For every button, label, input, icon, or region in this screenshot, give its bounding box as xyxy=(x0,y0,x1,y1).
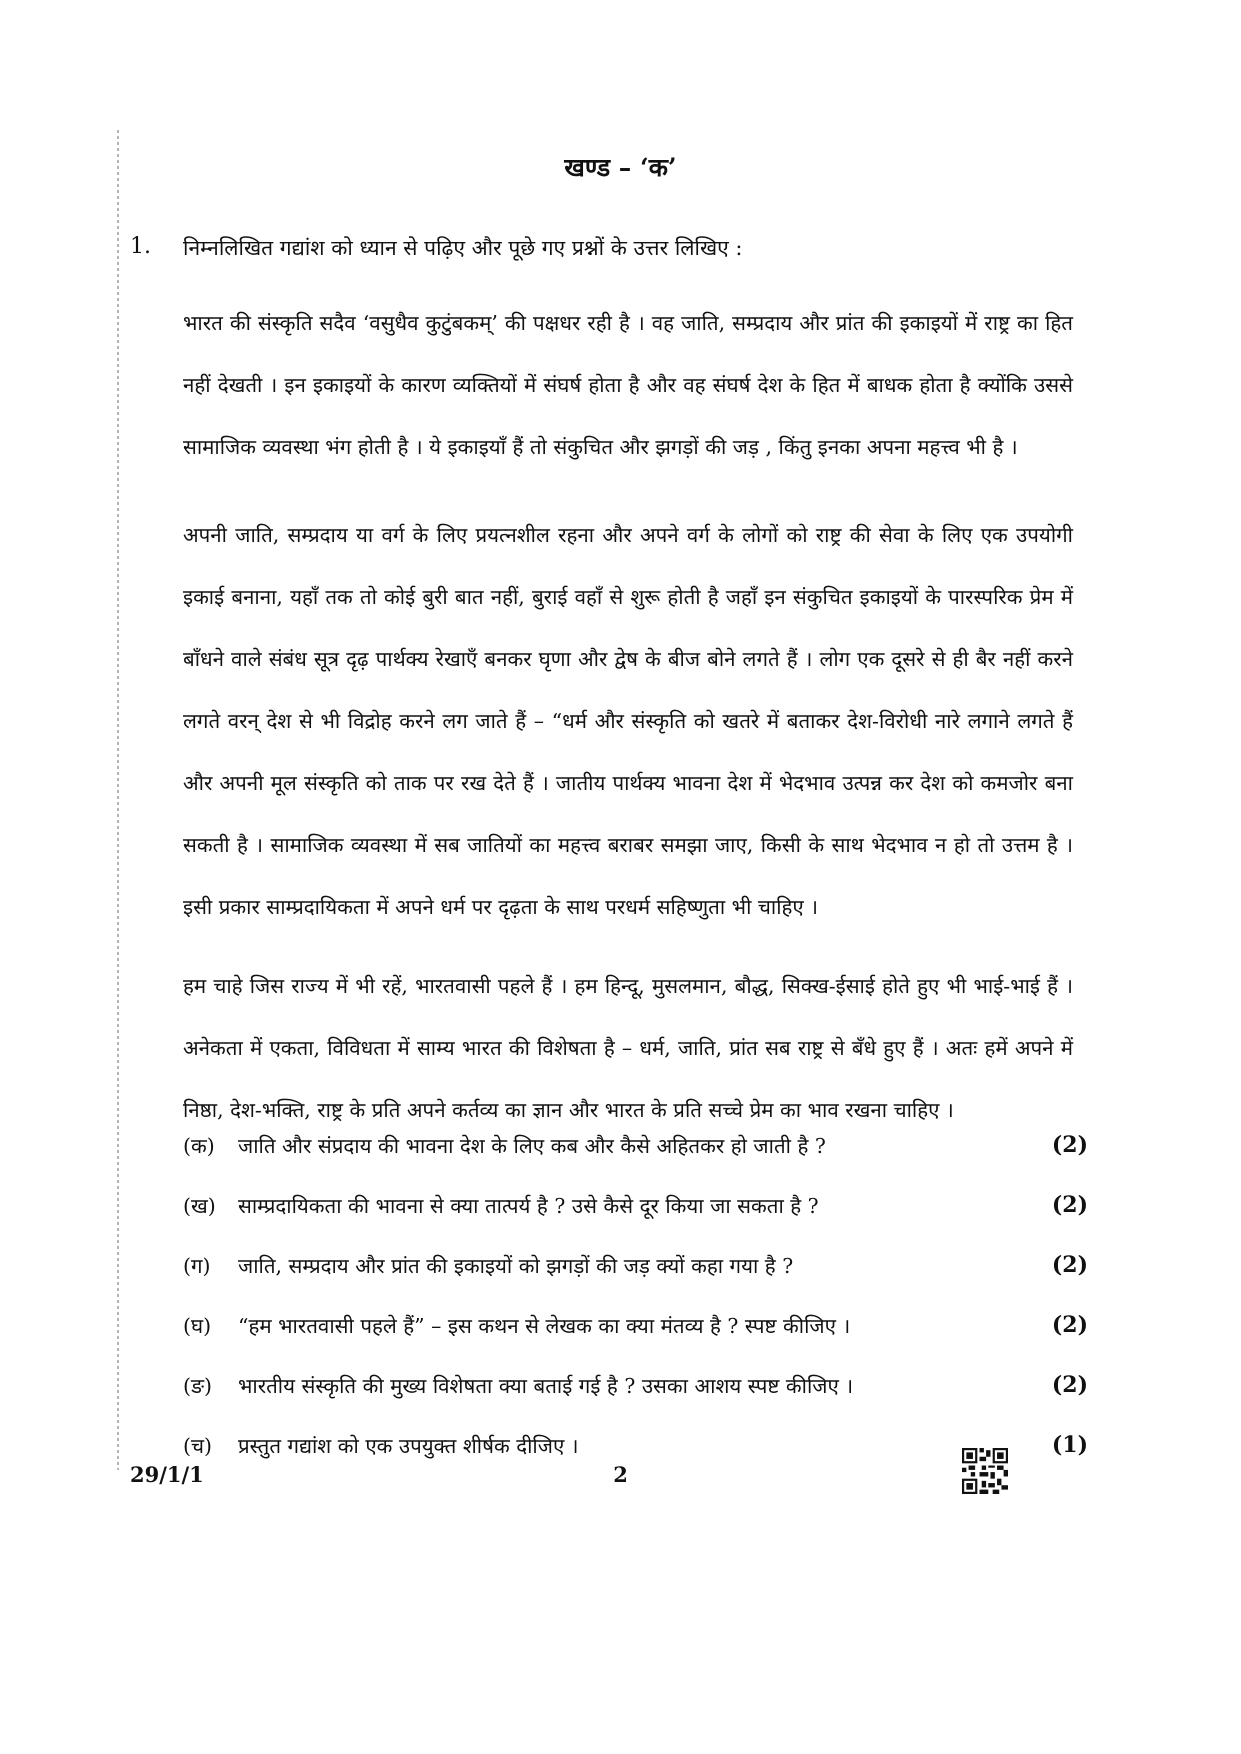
page-number: 2 xyxy=(613,1462,628,1487)
qr-code-icon xyxy=(962,1448,1008,1494)
passage-paragraph-3: हम चाहे जिस राज्य में भी रहें, भारतवासी पहले हैं । हम हिन्दू, मुसलमान, बौद्ध, सिक्ख-ईसाई होते हुए भी भाई-भाई हैं । अनेकता में एकता, विविधता में साम्य भारत की विशेषता है – धर्म, जाति, प्रांत सब राष्ट्र से बँधे हुए हैं । अतः हमें अपने में निष्ठा, देश-भक्ति, राष्ट्र के प्रति अपने कर्तव्य का ज्ञान और भारत के प्रति सच्चे प्रेम का भाव रखना चाहिए । xyxy=(183,974,1073,1122)
paper-code: 29/1/1 xyxy=(130,1462,204,1487)
sub-question-ka xyxy=(183,1132,1088,1172)
section-heading: खण्ड – ‘क’ xyxy=(564,153,677,182)
sub-question-marks: (2) xyxy=(1051,1252,1088,1278)
sub-question-text: जाति और संप्रदाय की भावना देश के लिए कब और कैसे अहितकर हो जाती है ? xyxy=(238,1134,826,1158)
passage-paragraph-1: भारत की संस्कृति सदैव ‘वसुधैव कुटुंबकम्’ की पक्षधर रही है । वह जाति, सम्प्रदाय और प्रांत की इकाइयों में राष्ट्र का हित नहीं देखती । इन इकाइयों के कारण व्यक्तियों में संघर्ष होता है और वह संघर्ष देश के हित में बाधक होता है क्योंकि उससे सामाजिक व्यवस्था भंग होती है । ये इकाइयाँ हैं तो संकुचित और झगड़ों की जड़ , किंतु इनका अपना महत्त्व भी है । xyxy=(183,311,1073,459)
sub-question-kha xyxy=(183,1192,1088,1232)
sub-question-label: (घ) xyxy=(183,1314,212,1338)
passage-paragraph-2: अपनी जाति, सम्प्रदाय या वर्ग के लिए प्रयत्नशील रहना और अपने वर्ग के लोगों को राष्ट्र की सेवा के लिए एक उपयोगी इकाई बनाना, यहाँ तक तो कोई बुरी बात नहीं, बुराई वहाँ से शुरू होती है जहाँ इन संकुचित इकाइयों के पारस्परिक प्रेम में बाँधने वाले संबंध सूत्र दृढ़ पार्थक्य रेखाएँ बनकर घृणा और द्वेष के बीज बोने लगते हैं । लोग एक दूसरे से ही बैर नहीं करने लगते वरन् देश से भी विद्रोह करने लग जाते हैं – “धर्म और संस्कृति को खतरे में बताकर देश-विरोधी नारे लगाने लगते हैं और अपनी मूल संस्कृति को ताक पर रख देते हैं । जातीय पार्थक्य भावना देश में भेदभाव उत्पन्न कर देश को कमजोर बना सकती है । सामाजिक व्यवस्था में सब जातियों का महत्त्व बराबर समझा जाए, किसी के साथ भेदभाव न हो तो उत्तम है । इसी प्रकार साम्प्रदायिकता में अपने धर्म पर दृढ़ता के साथ परधर्म सहिष्णुता भी चाहिए । xyxy=(183,523,1073,919)
sub-question-text: साम्प्रदायिकता की भावना से क्या तात्पर्य है ? उसे कैसे दूर किया जा सकता है ? xyxy=(238,1194,819,1218)
sub-question-marks: (2) xyxy=(1051,1312,1088,1338)
sub-question-ga xyxy=(183,1252,1088,1292)
sub-question-label: (ङ) xyxy=(183,1374,213,1398)
sub-question-marks: (2) xyxy=(1051,1132,1088,1158)
sub-question-gha xyxy=(183,1312,1088,1352)
sub-question-label: (ख) xyxy=(183,1194,216,1218)
sub-question-label: (क) xyxy=(183,1134,215,1158)
sub-question-text: भारतीय संस्कृति की मुख्य विशेषता क्या बताई गई है ? उसका आशय स्पष्ट कीजिए । xyxy=(238,1374,854,1398)
sub-question-nga xyxy=(183,1372,1088,1412)
question-number: 1. xyxy=(130,234,151,259)
sub-question-text: “हम भारतवासी पहले हैं” – इस कथन से लेखक का क्या मंतव्य है ? स्पष्ट कीजिए । xyxy=(238,1314,851,1338)
sub-question-label: (ग) xyxy=(183,1254,211,1278)
sub-question-marks: (2) xyxy=(1051,1372,1088,1398)
sub-question-marks: (1) xyxy=(1051,1432,1088,1458)
sub-question-text: प्रस्तुत गद्यांश को एक उपयुक्त शीर्षक दीजिए । xyxy=(238,1434,579,1458)
question-instruction: निम्नलिखित गद्यांश को ध्यान से पढ़िए और पूछे गए प्रश्नों के उत्तर लिखिए : xyxy=(183,236,743,260)
sub-question-marks: (2) xyxy=(1051,1192,1088,1218)
margin-dotted-line xyxy=(117,130,119,1470)
sub-question-text: जाति, सम्प्रदाय और प्रांत की इकाइयों को झगड़ों की जड़ क्यों कहा गया है ? xyxy=(238,1254,794,1278)
sub-question-label: (च) xyxy=(183,1434,213,1458)
